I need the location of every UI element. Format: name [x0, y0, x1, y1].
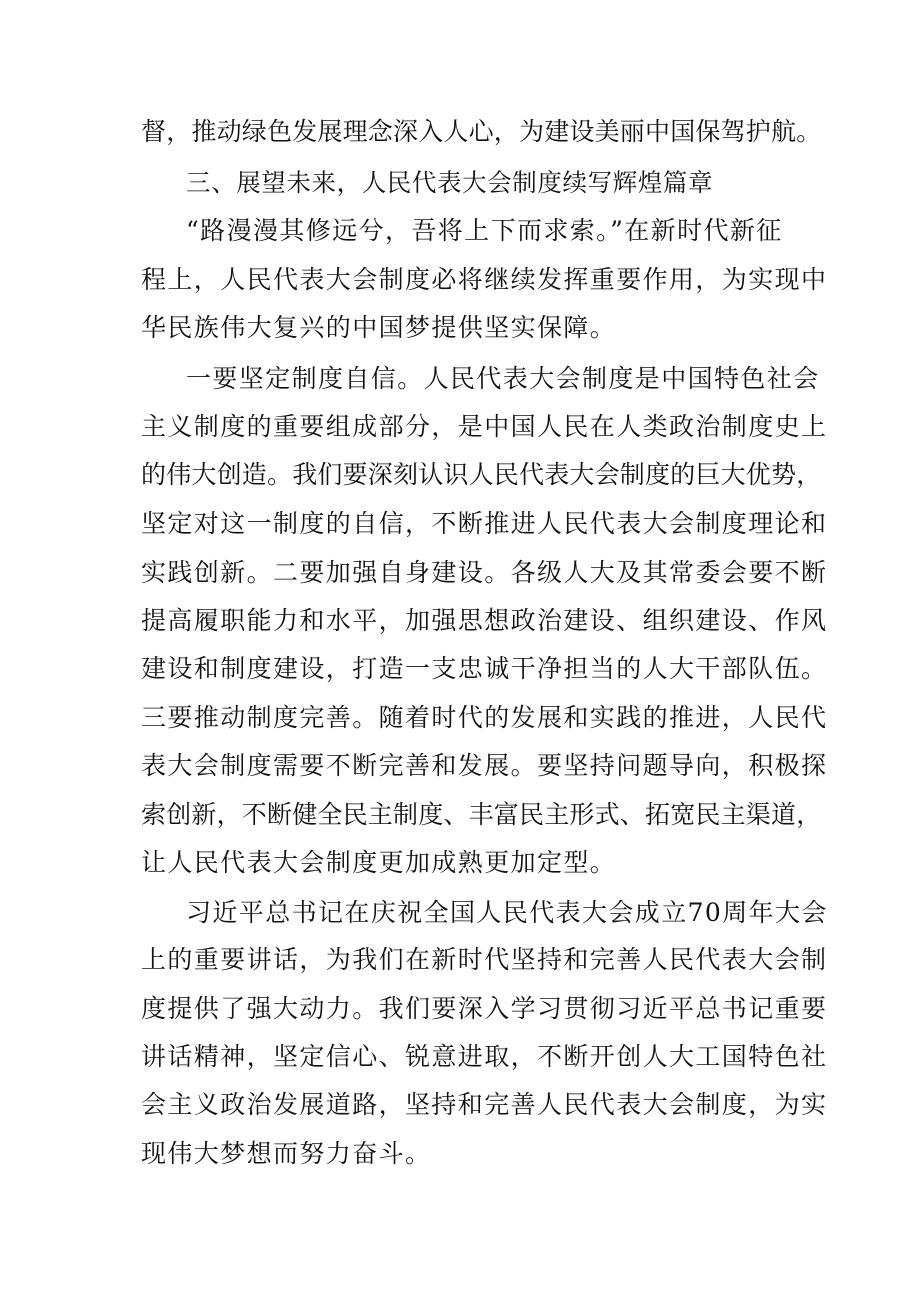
- text-line: 的伟大创造。我们要深刻认识人民代表大会制度的巨大优势，: [141, 460, 822, 489]
- text-line: 习近平总书记在庆祝全国人民代表大会成立70周年大会: [186, 898, 828, 927]
- text-line: 主义制度的重要组成部分，是中国人民在人类政治制度史上: [141, 412, 828, 441]
- text-line: “路漫漫其修远兮，吾将上下而求索。”在新时代新征: [186, 216, 783, 245]
- text-line: 一要坚定制度自信。人民代表大会制度是中国特色社会: [186, 364, 820, 393]
- text-line: 表大会制度需要不断完善和发展。要坚持问题导向，积极探: [141, 751, 828, 780]
- text-line: 提高履职能力和水平，加强思想政治建设、组织建设、作风: [141, 606, 828, 635]
- text-line: 督，推动绿色发展理念深入人心，为建设美丽中国保驾护航。: [141, 117, 822, 146]
- text-line: 讲话精神，坚定信心、锐意进取，不断开创人大工国特色社: [141, 1042, 828, 1071]
- text-line: 现伟大梦想而努力奋斗。: [141, 1139, 432, 1168]
- text-line: 会主义政治发展道路，坚持和完善人民代表大会制度，为实: [141, 1090, 828, 1119]
- text-line: 三要推动制度完善。随着时代的发展和实践的推进，人民代: [141, 703, 828, 732]
- text-line: 坚定对这一制度的自信，不断推进人民代表大会制度理论和: [141, 509, 828, 538]
- text-line: 让人民代表大会制度更加成熟更加定型。: [141, 848, 617, 877]
- text-line: 度提供了强大动力。我们要深入学习贯彻习近平总书记重要: [141, 994, 828, 1023]
- text-line: 程上，人民代表大会制度必将继续发挥重要作用，为实现中: [141, 265, 828, 294]
- text-line: 实践创新。二要加强自身建设。各级人大及其常委会要不断: [141, 558, 828, 587]
- section-heading: 三、展望未来，人民代表大会制度续写辉煌篇章: [186, 168, 714, 197]
- text-line: 上的重要讲话，为我们在新时代坚持和完善人民代表大会制: [141, 945, 828, 974]
- text-line: 华民族伟大复兴的中国梦提供坚实保障。: [141, 313, 617, 342]
- text-line: 建设和制度建设，打造一支忠诚干净担当的人大干部队伍。: [141, 654, 828, 683]
- text-line: 索创新，不断健全民主制度、丰富民主形式、拓宽民主渠道，: [141, 800, 822, 829]
